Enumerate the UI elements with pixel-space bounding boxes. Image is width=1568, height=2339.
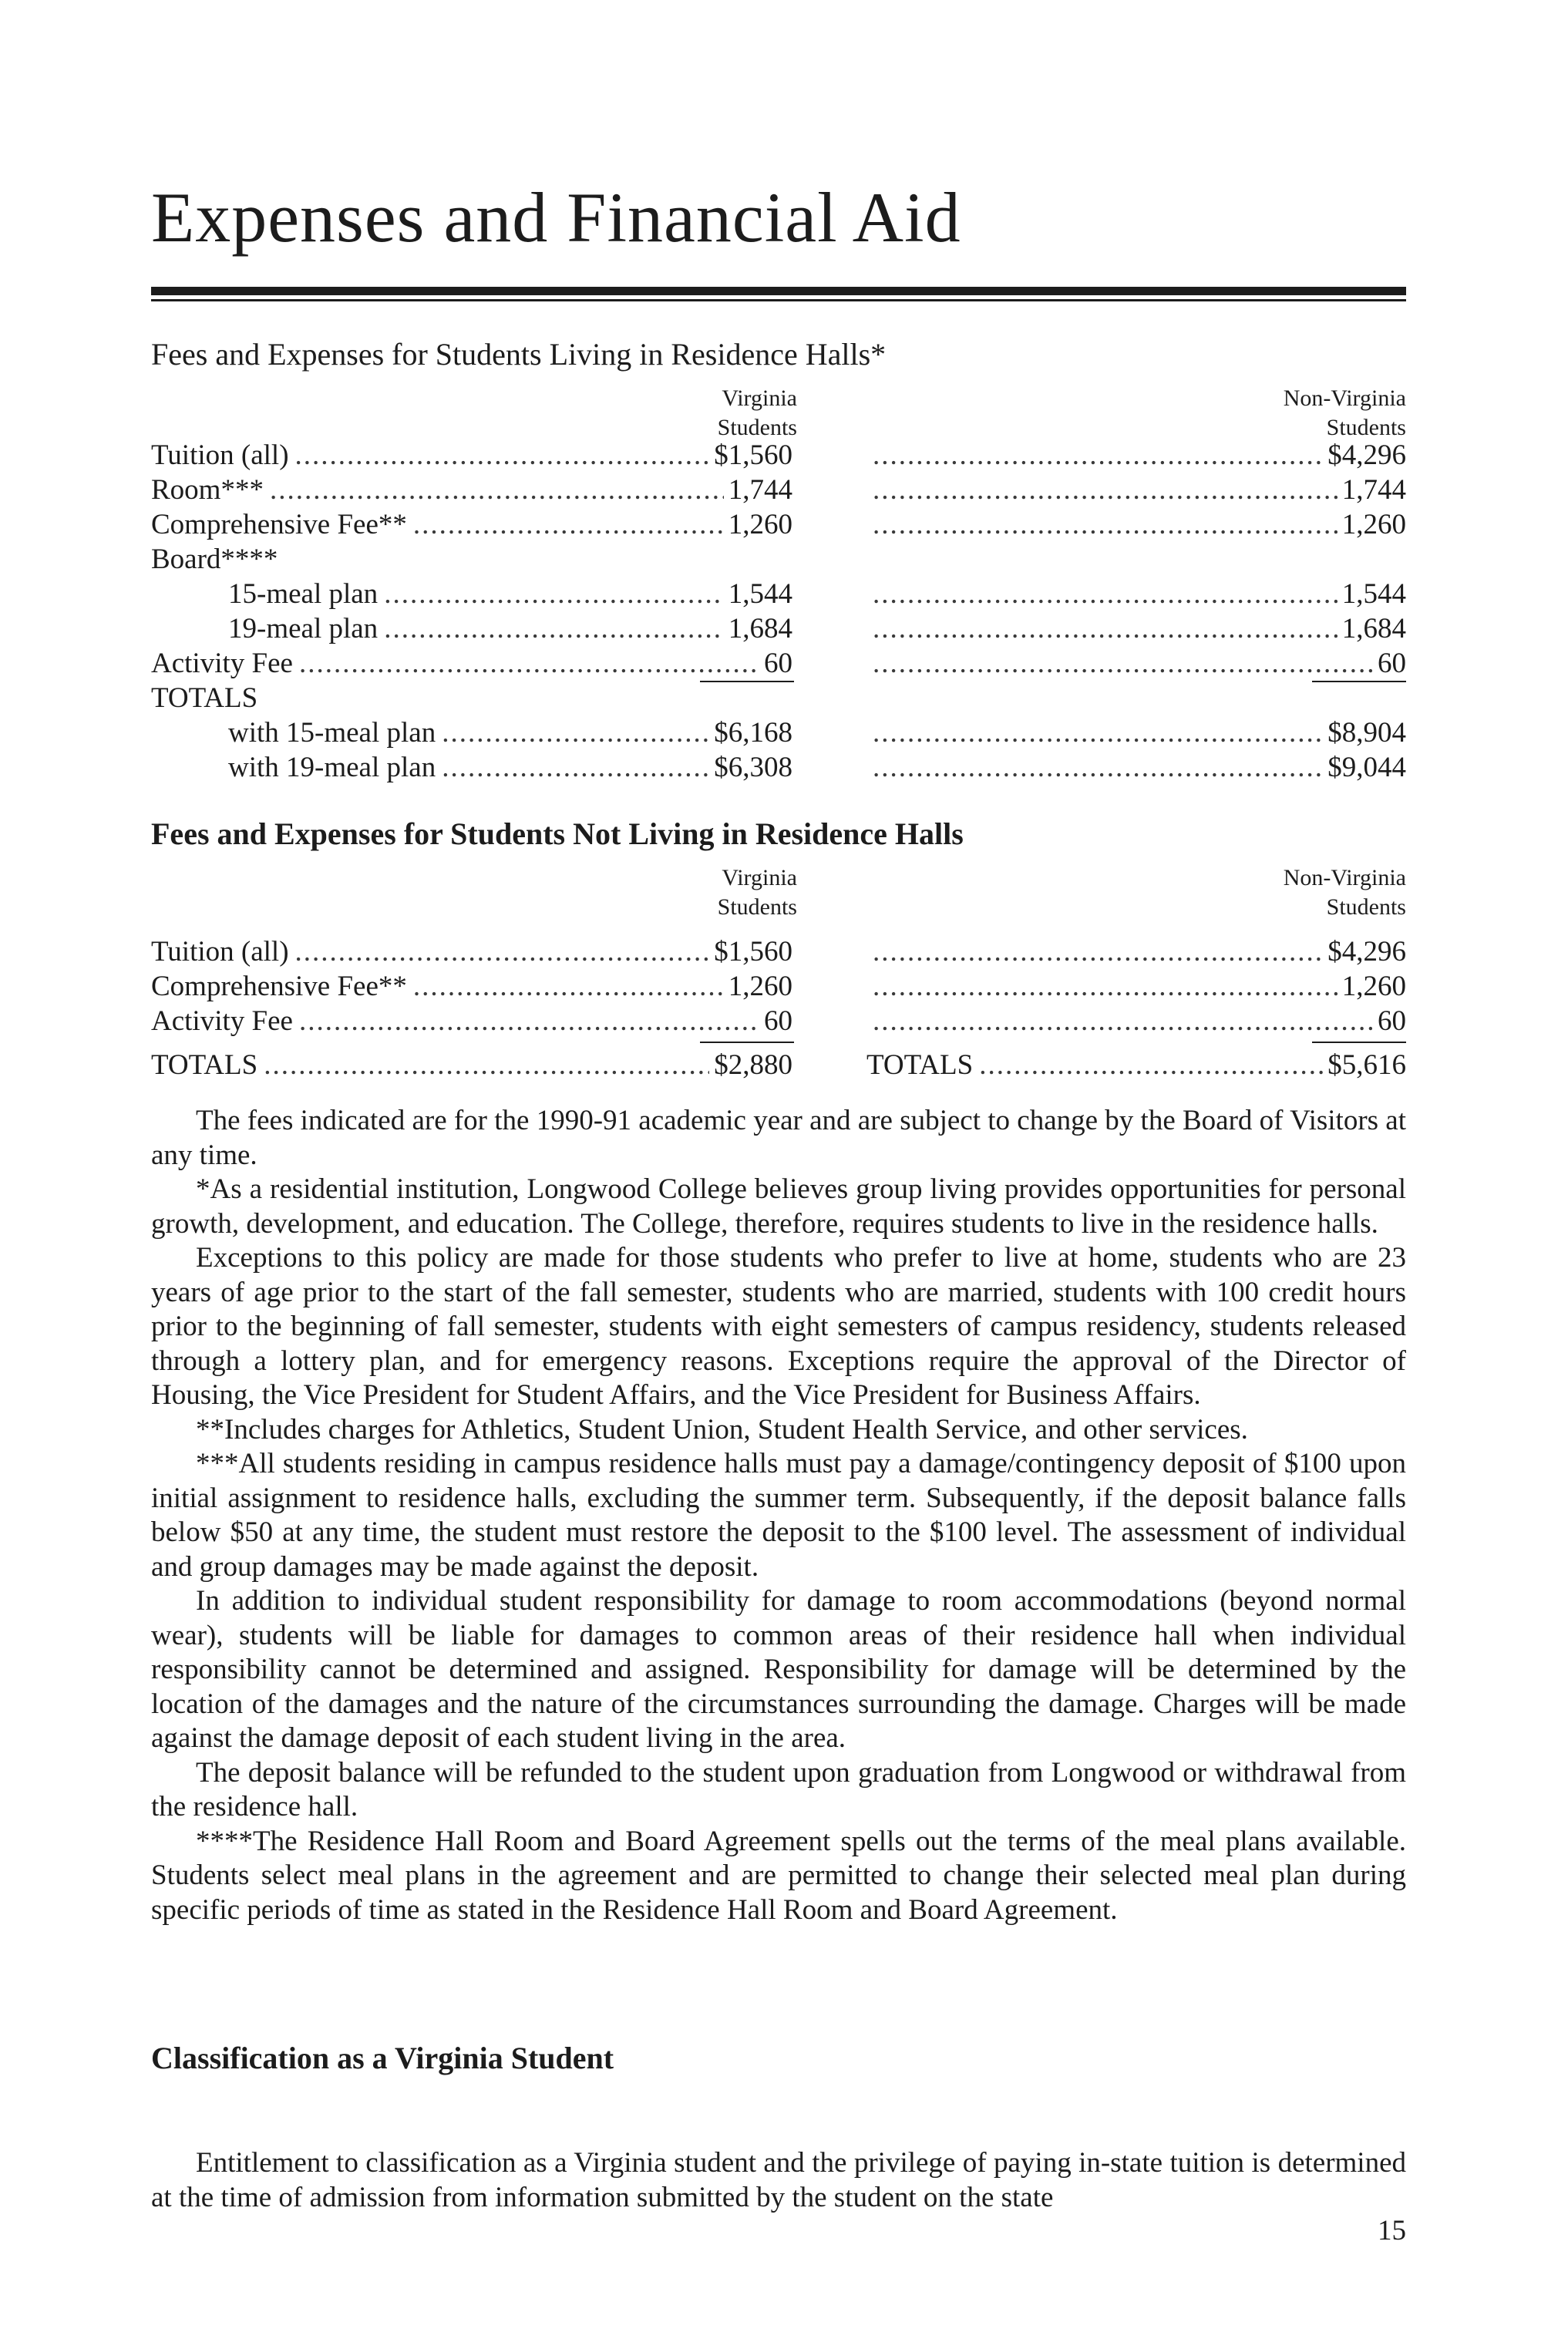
table-row: [151, 1038, 1406, 1048]
paragraph: Entitlement to classification as a Virginia student and the privilege of paying in-state tuition is determined at the time of admission from information submitted by the student on the state: [151, 2147, 1406, 2213]
table-row: Comprehensive Fee** ..... 1,260 ..... 1,260: [151, 507, 1406, 542]
paragraph: **Includes charges for Athletics, Student Union, Student Health Service, and other services.: [196, 1413, 1248, 1445]
residence-col-nonvirginia: Non-Virginia Students: [1283, 385, 1406, 440]
table-row: with 15-meal plan ..... $6,168 ..... $8,904: [151, 715, 1406, 750]
page-number: 15: [1378, 2215, 1406, 2246]
table-row: 19-meal plan ..... 1,684 ..... 1,684: [151, 611, 1406, 646]
nonresidence-col-virginia: Virginia Students: [717, 865, 797, 920]
paragraph: ***All students residing in campus residence halls must pay a damage/contingency deposit of $100 upon initial assignment to residence halls, excluding the summer term. Subsequently, if the deposit balance falls below $50 at any time, the student must restore the deposit to the $100 level. The assessment of individual and group damages may be made against the deposit.: [151, 1448, 1406, 1583]
sum-rule: [700, 681, 794, 682]
paragraph: Exceptions to this policy are made for those students who prefer to live at home, students who are 23 years of age prior to the start of the fall semester, students who are married, students with 100 credit hours prior to the beginning of fall semester, students with eight semesters of campus residency, students released through a lottery plan, and for emergency reasons. Exceptions require the approval of the Director of Housing, the Vice President for Student Affairs, and the Vice President for Business Affairs.: [151, 1242, 1406, 1411]
table-row: with 19-meal plan ..... $6,308 ..... $9,044: [151, 750, 1406, 785]
paragraph: ****The Residence Hall Room and Board Agreement spells out the terms of the meal plans available. Students select meal plans in the agreement and are permitted to change their selected meal plan during specific periods of time as stated in the Residence Hall Room and Board Agreement.: [151, 1825, 1406, 1926]
table-row: Board****: [151, 544, 278, 575]
title-rule-thick: [151, 287, 1406, 295]
residence-col-virginia: Virginia Students: [717, 385, 797, 440]
nonresidence-col-nonvirginia: Non-Virginia Students: [1283, 865, 1406, 920]
table-row: Comprehensive Fee** ..... 1,260 ..... 1,260: [151, 969, 1406, 1004]
sum-rule: [700, 1042, 794, 1043]
sum-rule: [1312, 1042, 1406, 1043]
table-row: Tuition (all) ..... $1,560 ..... $4,296: [151, 438, 1406, 473]
paragraph: The fees indicated are for the 1990-91 academic year and are subject to change by the Board of Visitors at any time.: [151, 1105, 1406, 1171]
sum-rule: [1312, 681, 1406, 682]
paragraph: In addition to individual student responsibility for damage to room accommodations (beyond normal wear), students will be liable for damages to common areas of their residence hall when individual responsibility cannot be determined and assigned. Responsibility for damage will be determined by the location of the damages and the nature of the circumstances surrounding the damage. Charges will be made against the damage deposit of each student living in the area.: [151, 1585, 1406, 1754]
paragraph: The deposit balance will be refunded to the student upon graduation from Longwood or withdrawal from the residence hall.: [151, 1756, 1406, 1822]
table-row: Activity Fee ..... 60 ..... 60: [151, 646, 1406, 681]
residence-fees-table: [151, 438, 1406, 785]
residence-heading: Fees and Expenses for Students Living in Residence Halls*: [151, 337, 887, 372]
paragraph: *As a residential institution, Longwood College believes group living provides opportunities for personal growth, development, and education. The College, therefore, requires students to live in the residence halls.: [151, 1173, 1406, 1240]
title-rule-thin: [151, 299, 1406, 301]
table-row: TOTALS: [151, 681, 1406, 715]
table-row: 15-meal plan ..... 1,544 ..... 1,544: [151, 577, 1406, 611]
table-row: TOTALS ..... $2,880 TOTALS ..... $5,616: [151, 1048, 1406, 1082]
table-row: Tuition (all) ..... $1,560 ..... $4,296: [151, 934, 1406, 969]
nonresidence-fees-table: [151, 934, 1406, 1082]
classification-heading: Classification as a Virginia Student: [151, 2041, 614, 2075]
classification-text-block: [151, 2146, 1406, 2215]
table-row: Room*** ..... 1,744 ..... 1,744: [151, 473, 1406, 507]
nonresidence-heading: Fees and Expenses for Students Not Living in Residence Halls: [151, 816, 964, 851]
table-row: Activity Fee ..... 60 ..... 60: [151, 1004, 1406, 1038]
body-paragraphs: [151, 1104, 1406, 1927]
page-title: Expenses and Financial Aid: [151, 178, 961, 257]
